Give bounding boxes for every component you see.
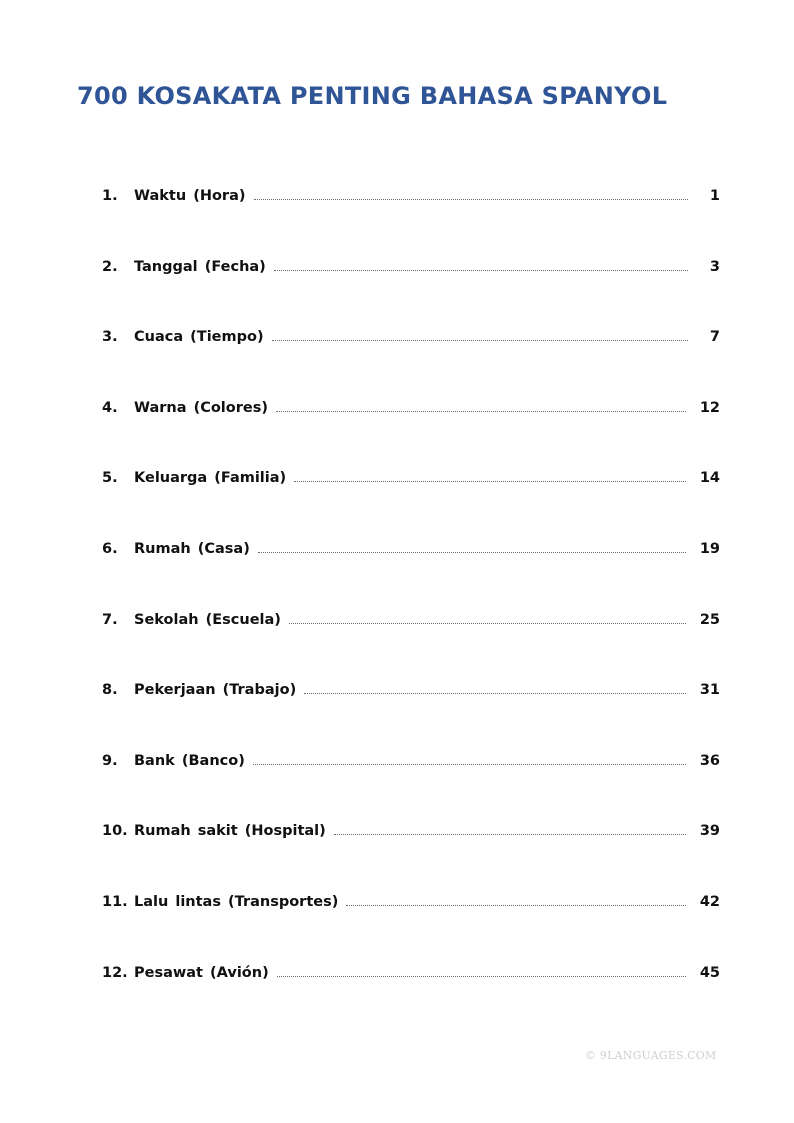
toc-entry-number: 1. xyxy=(102,188,118,204)
toc-dot-leader xyxy=(304,680,686,694)
toc-entry[interactable] xyxy=(102,821,720,892)
toc-entry-number: 5. xyxy=(102,470,118,487)
toc-entry-page: 19 xyxy=(699,540,720,557)
toc-dot-leader xyxy=(346,892,685,906)
toc-entry[interactable] xyxy=(102,610,720,681)
toc-entry-number: 12. xyxy=(102,964,128,981)
toc-dot-leader xyxy=(334,821,686,835)
toc-dot-leader xyxy=(289,610,686,624)
toc-entry-label: Lalu lintas (Transportes) xyxy=(134,893,339,910)
watermark: © 9LANGUAGES.COM xyxy=(585,1049,717,1062)
table-of-contents xyxy=(102,186,720,1033)
toc-entry-label: Warna (Colores) xyxy=(134,399,268,416)
toc-entry-label: Rumah sakit (Hospital) xyxy=(134,823,326,840)
toc-entry-page: 3 xyxy=(709,258,720,275)
toc-entry-label: Waktu (Hora) xyxy=(134,188,246,204)
toc-dot-leader xyxy=(258,539,686,553)
toc-entry-label: Tanggal (Fecha) xyxy=(134,258,266,275)
toc-entry-number: 11. xyxy=(102,893,128,910)
toc-entry[interactable] xyxy=(102,751,720,822)
toc-entry-number: 3. xyxy=(102,329,118,346)
toc-entry[interactable] xyxy=(102,257,720,328)
toc-dot-leader xyxy=(272,327,688,341)
toc-entry-page: 25 xyxy=(699,611,720,628)
page-title: 700 KOSAKATA PENTING BAHASA SPANYOL xyxy=(77,82,668,110)
toc-entry-page: 7 xyxy=(709,329,720,346)
toc-entry[interactable] xyxy=(102,468,720,539)
toc-entry-page: 36 xyxy=(699,752,720,769)
toc-entry-label: Rumah (Casa) xyxy=(134,540,250,557)
toc-dot-leader xyxy=(274,257,688,271)
toc-entry-page: 39 xyxy=(699,823,720,840)
toc-entry[interactable] xyxy=(102,963,720,1034)
toc-entry[interactable] xyxy=(102,186,720,257)
toc-entry-label: Pesawat (Avión) xyxy=(134,964,269,981)
toc-entry[interactable] xyxy=(102,680,720,751)
toc-entry-page: 42 xyxy=(699,893,720,910)
toc-entry-page: 1 xyxy=(709,188,720,204)
toc-dot-leader xyxy=(276,398,686,412)
toc-entry[interactable] xyxy=(102,398,720,469)
toc-entry-page: 45 xyxy=(699,964,720,981)
toc-entry-number: 10. xyxy=(102,823,128,840)
toc-entry-number: 2. xyxy=(102,258,118,275)
toc-entry-label: Pekerjaan (Trabajo) xyxy=(134,682,297,699)
toc-entry-label: Sekolah (Escuela) xyxy=(134,611,281,628)
toc-dot-leader xyxy=(277,963,686,977)
toc-entry-page: 31 xyxy=(699,682,720,699)
toc-dot-leader xyxy=(254,186,689,200)
toc-entry-number: 7. xyxy=(102,611,118,628)
toc-entry-number: 4. xyxy=(102,399,118,416)
toc-entry-number: 6. xyxy=(102,540,118,557)
toc-dot-leader xyxy=(253,751,686,765)
toc-entry-label: Cuaca (Tiempo) xyxy=(134,329,264,346)
toc-entry-label: Keluarga (Familia) xyxy=(134,470,287,487)
toc-entry[interactable] xyxy=(102,327,720,398)
toc-entry[interactable] xyxy=(102,892,720,963)
toc-entry-number: 8. xyxy=(102,682,118,699)
toc-entry-number: 9. xyxy=(102,752,118,769)
toc-dot-leader xyxy=(294,468,686,482)
toc-entry-page: 14 xyxy=(699,470,720,487)
toc-entry-label: Bank (Banco) xyxy=(134,752,245,769)
toc-entry[interactable] xyxy=(102,539,720,610)
toc-entry-page: 12 xyxy=(699,399,720,416)
